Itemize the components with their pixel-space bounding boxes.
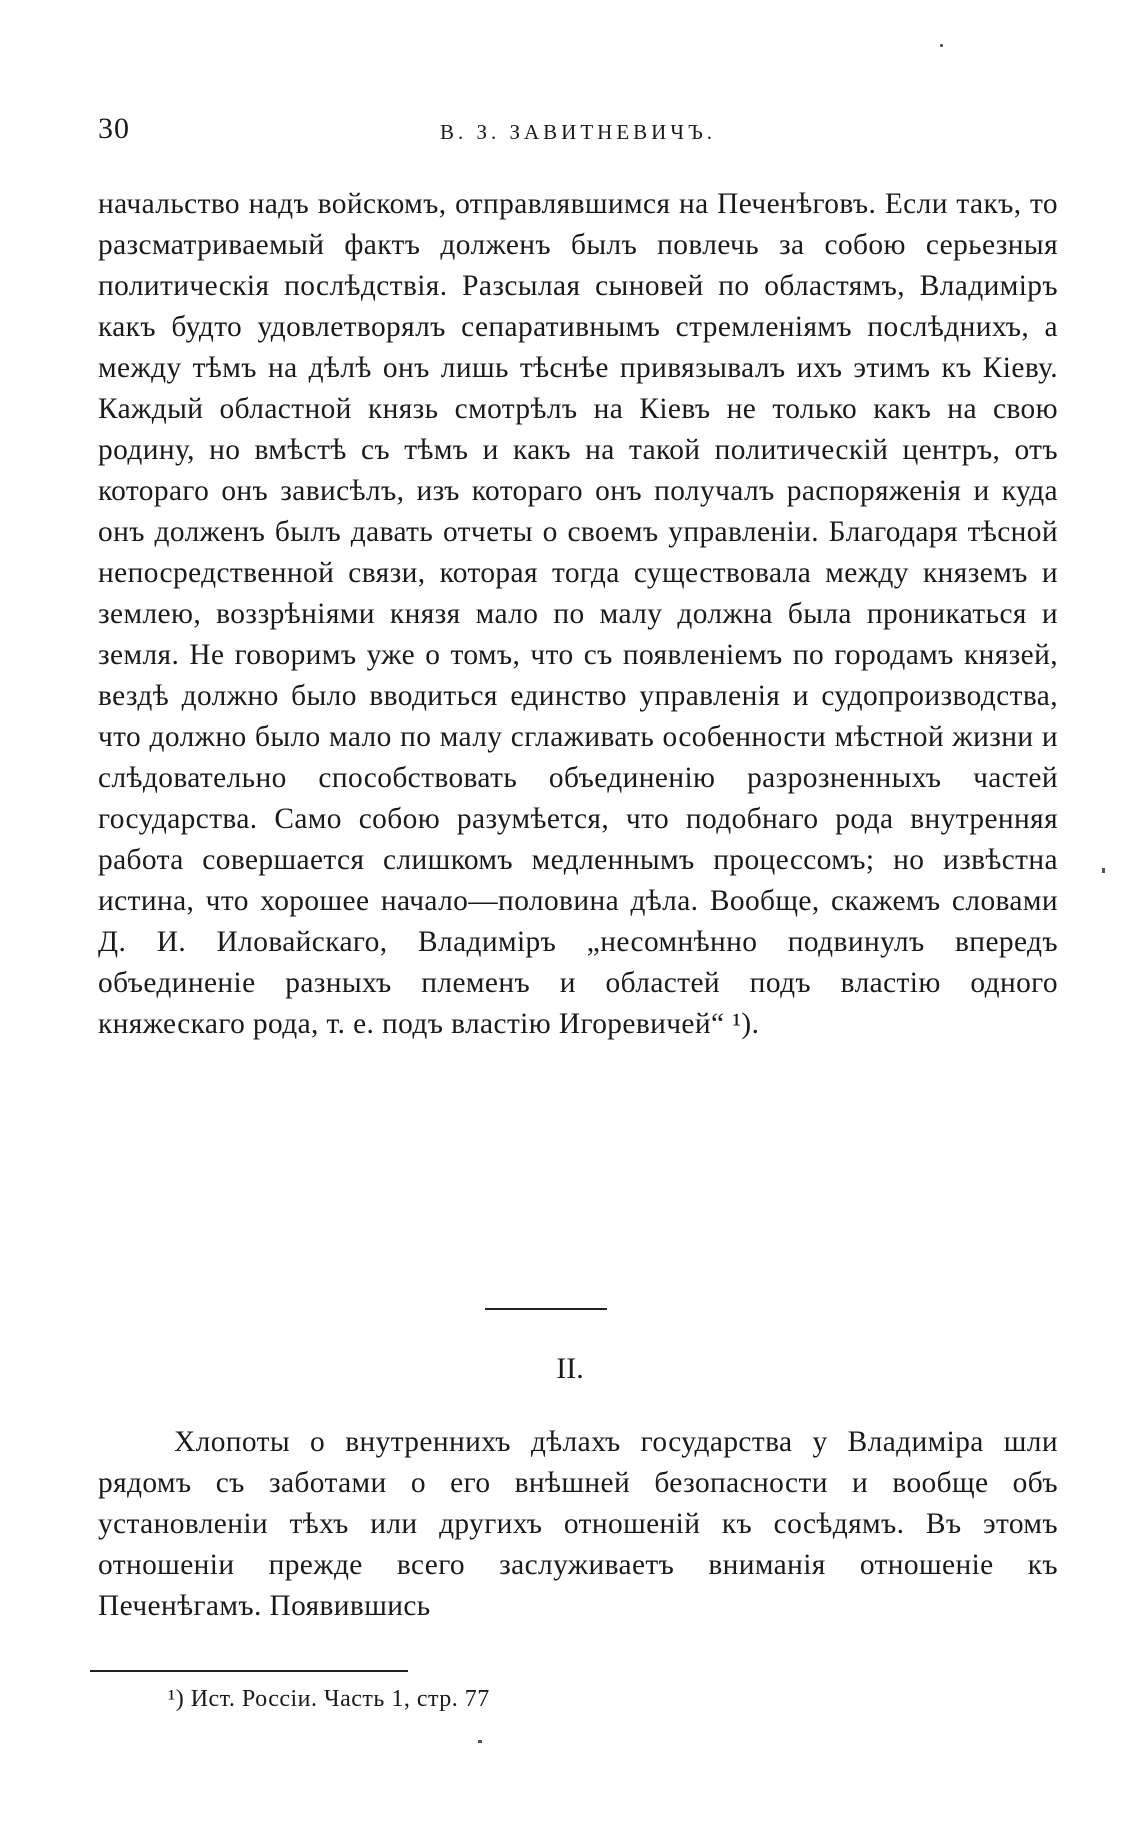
section-divider [485, 1308, 607, 1310]
footnote-text: Ист. Россіи. Часть 1, стр. 77 [190, 1686, 490, 1712]
footnote-reference: ¹). [732, 1008, 760, 1040]
speck-mark [1102, 868, 1105, 873]
page-number: 30 [98, 112, 130, 145]
running-header [98, 112, 1058, 152]
footnote [168, 1686, 490, 1713]
section-heading: II. [556, 1352, 584, 1385]
paragraph-1 [98, 184, 1058, 1045]
running-head-author: В. З. ЗАВИТНЕВИЧЪ. [439, 120, 717, 144]
speck-mark [478, 1740, 482, 1743]
paragraph-1-text: начальство надъ войскомъ, отправлявшимся на Печенѣговъ. Если такъ, то разсматриваемый фактъ долженъ былъ повлечь за собою серьезныя политическія послѣдствія. Разсылая сыновей по областямъ, Владиміръ какъ будто удовлетворялъ сепаративнымъ стремленіямъ послѣднихъ, а между тѣмъ на дѣлѣ онъ лишь тѣснѣе привязывалъ ихъ этимъ къ Кіеву. Каждый областной князь смотрѣлъ на Кіевъ не только какъ на свою родину, но вмѣстѣ съ тѣмъ и какъ на такой политическій центръ, отъ котораго онъ зависѣлъ, изъ котораго онъ получалъ распоряженія и куда онъ долженъ былъ давать отчеты о своемъ управленіи. Благодаря тѣсной непосредственной связи, которая тогда существовала между княземъ и землею, воззрѣніями князя мало по малу должна была проникаться и земля. Не говоримъ уже о томъ, что съ появленіемъ по городамъ князей, вездѣ должно было вводиться единство управленія и судопроизводства, что должно было мало по малу сглаживать особенности мѣстной жизни и слѣдовательно способствовать объединенію разрозненныхъ частей государства. Само собою разумѣется, что подобнаго рода внутренняя работа совершается слишкомъ медленнымъ процессомъ; но извѣстна истина, что хорошее начало—половина дѣла. Вообще, скажемъ словами Д. И. Иловайскаго, Владиміръ „несомнѣнно подвинулъ впередъ объединеніе разныхъ племенъ и областей подъ властію одного княжескаго рода, т. е. подъ властію Игоревичей“ [98, 188, 1058, 1040]
footnote-marker: ¹) [168, 1686, 185, 1712]
speck-mark [940, 44, 943, 47]
paragraph-2: Хлопоты о внутреннихъ дѣлахъ государства у Владиміра шли рядомъ съ заботами о его внѣшней безопасности и вообще объ установленіи тѣхъ или другихъ отношеній къ сосѣдямъ. Въ этомъ отношеніи прежде всего заслуживаетъ вниманія отношеніе къ Печенѣгамъ. Появившись [98, 1426, 1058, 1622]
footnote-rule [90, 1670, 408, 1672]
